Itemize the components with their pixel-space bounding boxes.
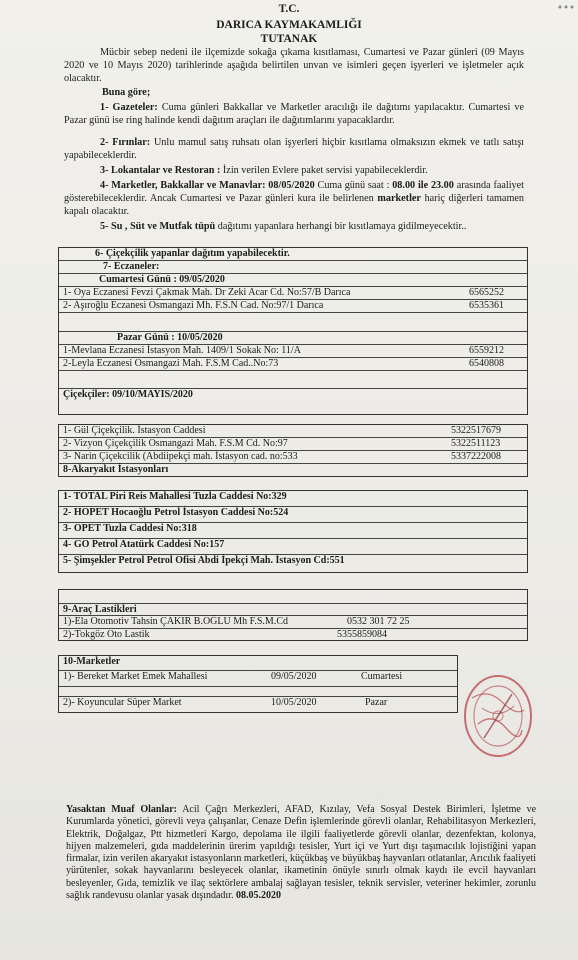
muaf-date: 08.05.2020 (235, 890, 281, 902)
table-row (59, 555, 527, 572)
item-cicekcilik: 6- Çiçekçilik yapanlar dağıtım yapabilecektir. (95, 248, 290, 259)
item-marketler-time: 08.00 ile 23.00 (392, 180, 454, 191)
marketler-table (58, 655, 458, 713)
item-lokantalar-text: İzin verilen Evlere paket servisi yapabileceklerdir. (220, 165, 428, 176)
item-gazeteler (64, 101, 524, 127)
item-su-sut-text: dağıtımı yapanlara herhangi bir kısıtlamaya gidilmeyecektir.. (215, 221, 467, 232)
muaf-paragraph (66, 804, 536, 902)
header-tc: T.C. (278, 3, 300, 15)
item-marketler (64, 179, 524, 218)
item-lokantalar-title: 3- Lokantalar ve Restoran : (100, 165, 221, 176)
akaryakit-station: 4- GO Petrol Atatürk Caddesi No:157 (63, 539, 225, 550)
market-date: 09/05/2020 (271, 671, 317, 682)
cicekci-name: 3- Narin Çiçekcilik (Abdiipekçi mah. İstasyon cad. no:533 (63, 451, 298, 462)
table-row (59, 287, 527, 300)
akaryakit-table (58, 490, 528, 573)
marketler-title-row (59, 656, 457, 671)
item-su-sut-title: 5- Su , Süt ve Mutfak tüpü (100, 221, 216, 232)
cicekci-name: 1- Gül Çiçekçilik. İstasyon Caddesi (63, 425, 206, 436)
item-marketler-title: 4- Marketler, Bakkallar ve Manavlar: 08/05/2020 (100, 180, 315, 191)
item-gazeteler-text: Cuma günleri Bakkallar ve Marketler aracılığı ile dağıtımı yapılacaktır. Cumartesi ve Pazar günü ise ring halinde kendi dağıtım araçları ile dağıtımlarını yapacaklardır. (64, 102, 524, 126)
table-row (59, 300, 527, 313)
table-row (59, 629, 527, 641)
muaf-text: Acil Çağrı Merkezleri, AFAD, Kızılay, Vefa Sosyal Destek Birimleri, İşletme ve Kurumlarda yönetici, görevli veya çalışanlar, Cenaze Defin işlemlerinde görevli olanlar, Rehabilitasyon Merkezleri, Elektrik, Doğalgaz, Ptt hizmetleri Kargo, depolama ile ilgili faaliyetlerde görevli olanlar, dezenfektan, kolonya, hijyen malzemeleri, gıda maddelerinin ürerim yapıldığı tesisler, Yurt içi ve Yurt dışı taşımacılık lojistiğini yapan firmalar, izin verilen akaryakıt istasyonların marketleri, küçükbaş ve büyükbaş hayvanları otlatanlar, Arıcılık faaliyeti yürütenler, sokak hayvanlarını besleyecek olanlar, ikametinin önüyle sınırlı olmak kaydı ile evcil hayvanları besleyenler, Gıda, temizlik ve ilaç sektörlere ambalaj sağlayan tesisler, teknik servisler, veteriner hekimler, zorunlu sağlık randevusu olanlar yasak dışındadır. (66, 804, 537, 902)
pazar-title-row (59, 332, 527, 345)
cicekci-phone: 5337222008 (451, 451, 501, 462)
lastik-title-row (59, 604, 527, 616)
market-name: 2)- Koyuncular Süper Market (63, 697, 182, 708)
market-name: 1)- Bereket Market Emek Mahallesi (63, 671, 208, 682)
blank-row (59, 313, 527, 332)
lastik-name: 1)-Ela Otomotiv Tahsin ÇAKIR B.OĞLU Mh F.S.M.Cd (63, 616, 288, 627)
eczane-phone: 6540808 (469, 358, 504, 369)
cicekci-name: 2- Vizyon Çiçekçilik Osmangazi Mah. F.S.M Cd. No:97 (63, 438, 288, 449)
eczane-name: 2-Leyla Eczanesi Osmangazi Mah. F.S.M Cad..No:73 (63, 358, 279, 369)
akaryakit-station: 5- Şimşekler Petrol Petrol Ofisi Abdi İpekçi Mah. İstasyon Cd:551 (63, 555, 345, 566)
eczane-phone: 6535361 (469, 300, 504, 311)
cicekci-phone: 5322511123 (451, 438, 501, 449)
table-row (59, 616, 527, 629)
lastik-name: 2)-Tokgöz Oto Lastik (63, 629, 150, 640)
item-firinlar-title: 2- Fırınlar: (100, 137, 151, 148)
lastik-phone: 5355859084 (337, 629, 387, 640)
buna-gore-label: Buna göre; (102, 87, 151, 98)
header-tutanak: TUTANAK (260, 33, 318, 45)
eczane-phone: 6565252 (469, 287, 504, 298)
item-marketler-text-a: Cuma günü saat : (314, 180, 393, 191)
eczane-phone: 6559212 (469, 345, 504, 356)
cicekciler-title: Çiçekçiler: 09/10/MAYIS/2020 (63, 389, 193, 400)
item-marketler-text-c: hariç diğerleri tamamen kapalı olacaktır. (64, 193, 524, 217)
cumartesi-title: Cumartesi Günü : 09/05/2020 (99, 274, 225, 285)
header-kaymakamlik: DARICA KAYMAKAMLIĞI (216, 19, 362, 31)
eczaneler-title-row (59, 261, 527, 274)
intro-paragraph: Mücbir sebep nedeni ile ilçemizde sokağa çıkama kısıtlaması, Cumartesi ve Pazar günleri (09 Mayıs 2020 ve 10 Mayıs 2020) tarihlerinde aşağıda belirtilen unvan ve isimleri geçen işyerleri ve işletmeler açık olacaktır. (64, 47, 524, 84)
official-stamp (458, 668, 538, 766)
item-gazeteler-title: 1- Gazeteler: (100, 102, 158, 113)
eczaneler-table (58, 247, 528, 415)
table-row (59, 697, 457, 713)
item-marketler-markets: marketler (377, 193, 421, 204)
eczane-name: 2- Aşıroğlu Eczanesi Osmangazi Mh. F.S.N Cad. No:97/1 Darıca (63, 300, 324, 311)
blank-row (59, 371, 527, 389)
pazar-title: Pazar Günü : 10/05/2020 (117, 332, 223, 343)
akaryakit-title: 8-Akaryakıt İstasyonları (63, 464, 169, 475)
cicekciler-title-row (59, 389, 527, 402)
cicekci-phone: 5322517679 (451, 425, 501, 436)
item-firinlar (64, 136, 524, 162)
eczaneler-title: 7- Eczaneler: (103, 261, 160, 272)
akaryakit-title-row (59, 464, 527, 477)
eczane-name: 1-Mevlana Eczanesi İstasyon Mah. 1409/1 Sokak No: 11/A (63, 345, 301, 356)
muaf-title: Yasaktan Muaf Olanlar: (66, 804, 177, 815)
table-row (59, 507, 527, 523)
table-row (59, 345, 527, 358)
item-su-sut (64, 220, 524, 233)
eczane-name: 1- Oya Eczanesi Fevzi Çakmak Mah. Dr Zeki Acar Cd. No:57/B Darıca (63, 287, 351, 298)
cumartesi-title-row (59, 274, 527, 287)
market-date: 10/05/2020 (271, 697, 317, 708)
akaryakit-station: 2- HOPET Hocaoğlu Petrol İstasyon Caddesi No:524 (63, 507, 289, 518)
akaryakit-station: 3- OPET Tuzla Caddesi No:318 (63, 523, 197, 534)
table-row (59, 358, 527, 371)
table-row (59, 491, 527, 507)
marketler-title: 10-Marketler (63, 656, 121, 667)
akaryakit-station: 1- TOTAL Piri Reis Mahallesi Tuzla Caddesi No:329 (63, 491, 287, 502)
table-row (59, 425, 527, 438)
table-row (59, 523, 527, 539)
item-firinlar-text: Unlu mamul satış ruhsatı olan işyerleri hiçbir kısıtlama olmaksızın ekmek ve tatlı satışı yapabileceklerdir. (64, 137, 524, 161)
item-lokantalar (64, 164, 524, 177)
table-row (59, 438, 527, 451)
table-row (59, 451, 527, 464)
lastik-title: 9-Araç Lastikleri (63, 604, 137, 615)
item-marketler-text-b: arasında faaliyet gösterebileceklerdir. Ancak Cumartesi ve Pazar günleri kura ile belirlenen (64, 180, 524, 204)
cicekciler-table (58, 424, 528, 477)
lastik-phone: 0532 301 72 25 (347, 616, 410, 627)
blank-row (59, 687, 457, 697)
market-day: Cumartesi (361, 671, 403, 682)
item-cicekcilik-row (59, 248, 527, 261)
market-day: Pazar (365, 697, 388, 708)
table-row (59, 671, 457, 687)
blank-row (59, 590, 527, 604)
table-row (59, 539, 527, 555)
lastik-table (58, 589, 528, 641)
